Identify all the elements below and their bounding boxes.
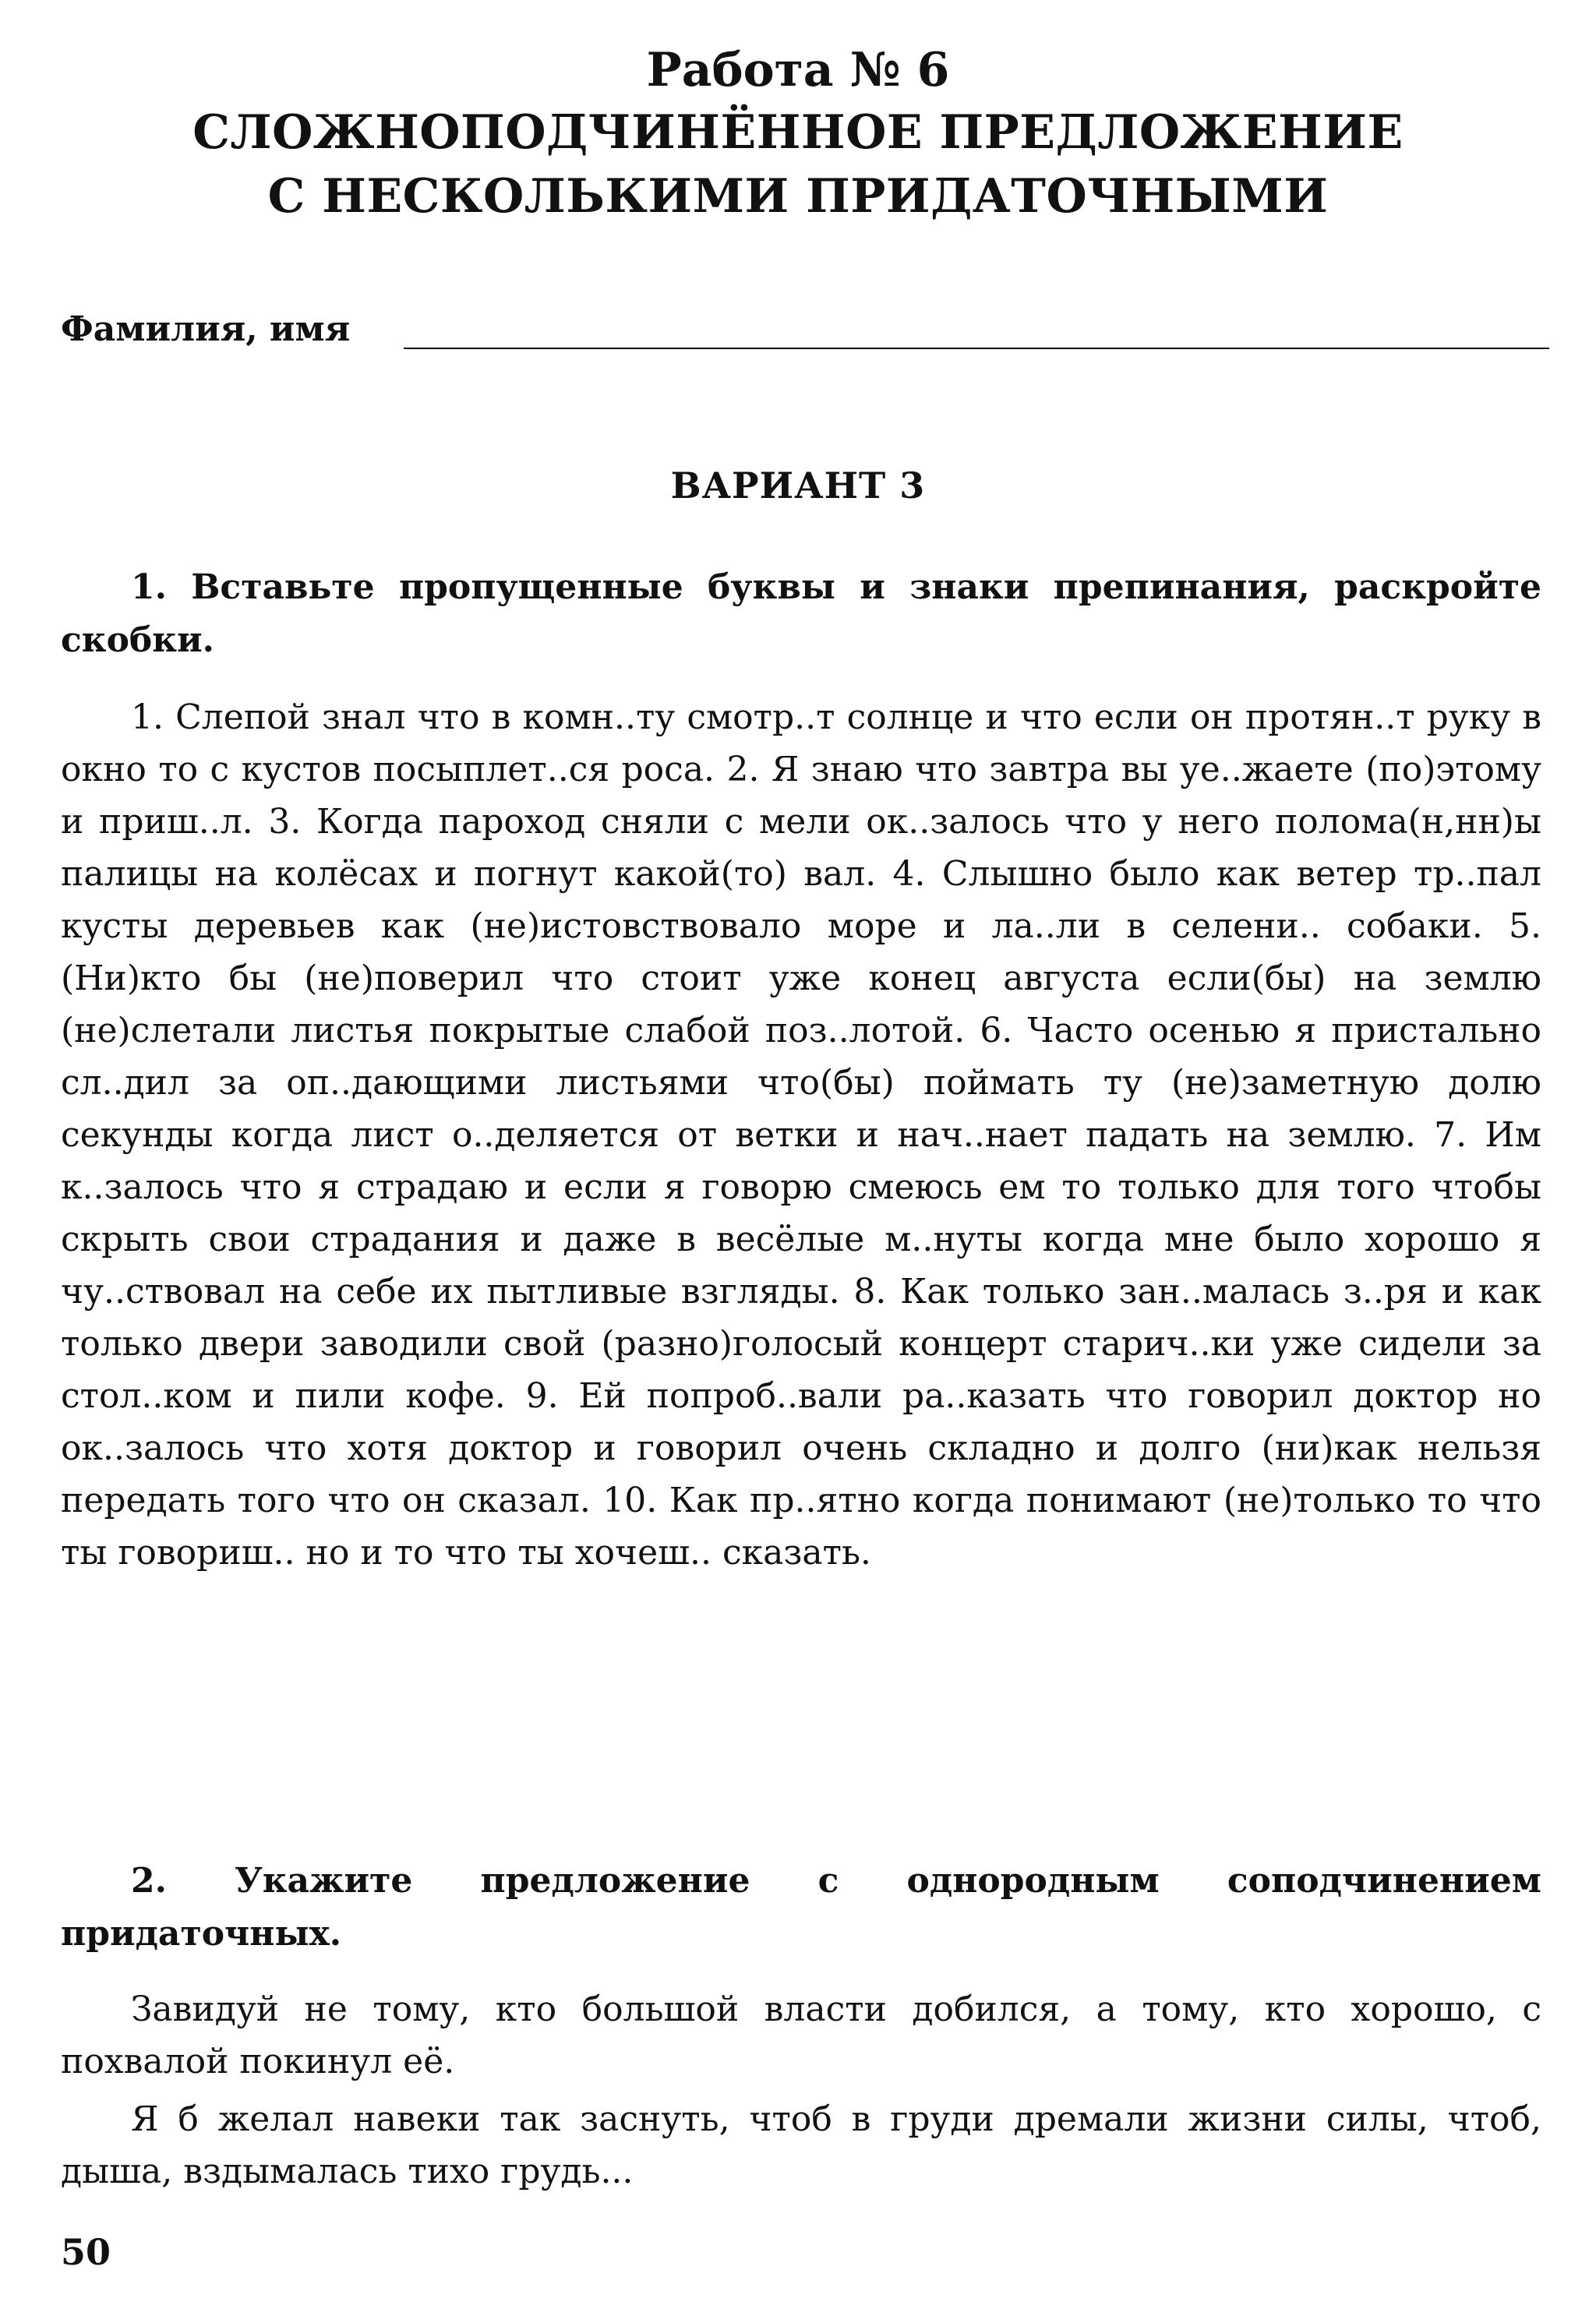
title-line-1: СЛОЖНОПОДЧИНЁННОЕ ПРЕДЛОЖЕНИЕ	[192, 105, 1404, 160]
task-1-heading	[61, 561, 1541, 667]
variant-label: ВАРИАНТ 3	[670, 464, 926, 507]
name-label: Фамилия, имя	[61, 309, 351, 349]
task-1-text: 1. Слепой знал что в комн..ту смотр..т солнце и что если он протян..т руку в окно то с кустов посыплет..ся роса. 2. Я знаю что завтра вы уе..жаете (по)этому и приш..л. 3. Когда пароход сняли с мели ок..залось что у него полома(н,нн)ы палицы на колёсах и погнут какой(то) вал. 4. Слышно было как ветер тр..пал кусты деревьев как (не)истовствовало море и ла..ли в селени.. собаки. 5. (Ни)кто бы (не)поверил что стоит уже конец августа если(бы) на землю (не)слетали листья покрытые слабой поз..лотой. 6. Часто осенью я пристально сл..дил за оп..дающими листьями что(бы) поймать ту (не)заметную долю секунды когда лист о..деляется от ветки и нач..нает падать на землю. 7. Им к..залось что я страдаю и если я говорю смеюсь ем то только для того чтобы скрыть свои страдания и даже в весёлые м..нуты когда мне было хорошо я чу..ствовал на себе их пытливые взгляды. 8. Как только зан..малась з..ря и как только двери заводили свой (разно)голосый концерт старич..ки уже сидели за стол..ком и пили кофе. 9. Ей попроб..вали ра..казать что говорил доктор но ок..залось что хотя доктор и говорил очень складно и долго (ни)как нельзя передать того что он сказал. 10. Как пр..ятно когда понимают (не)только то что ты говориш.. но и то что ты хочеш.. сказать.	[61, 697, 1541, 1573]
task-1-exercise-text	[61, 691, 1541, 1579]
task-2-heading	[61, 1855, 1541, 1961]
task-1-heading-text: 1. Вставьте пропущенные буквы и знаки препинания, раскройте скобки.	[61, 567, 1541, 660]
task-2-option-2	[61, 2093, 1541, 2198]
name-blank-line[interactable]	[404, 348, 1549, 349]
task-2-option-1	[61, 1983, 1541, 2088]
task-2-option-1-text: Завидуй не тому, кто большой власти добился, а тому, кто хорошо, с похвалой покинул её.	[61, 1989, 1541, 2081]
title-line-2: С НЕСКОЛЬКИМИ ПРИДАТОЧНЫМИ	[267, 169, 1329, 224]
page-number: 50	[61, 2231, 111, 2273]
task-2-heading-text: 2. Укажите предложение с однородным соподчинением придаточных.	[61, 1861, 1541, 1954]
work-number: Работа № 6	[646, 43, 950, 97]
name-field-row	[61, 302, 1495, 357]
task-2-option-2-text: Я б желал навеки так заснуть, чтоб в груди дремали жизни силы, чтоб, дыша, вздымалась тихо грудь...	[61, 2099, 1541, 2191]
